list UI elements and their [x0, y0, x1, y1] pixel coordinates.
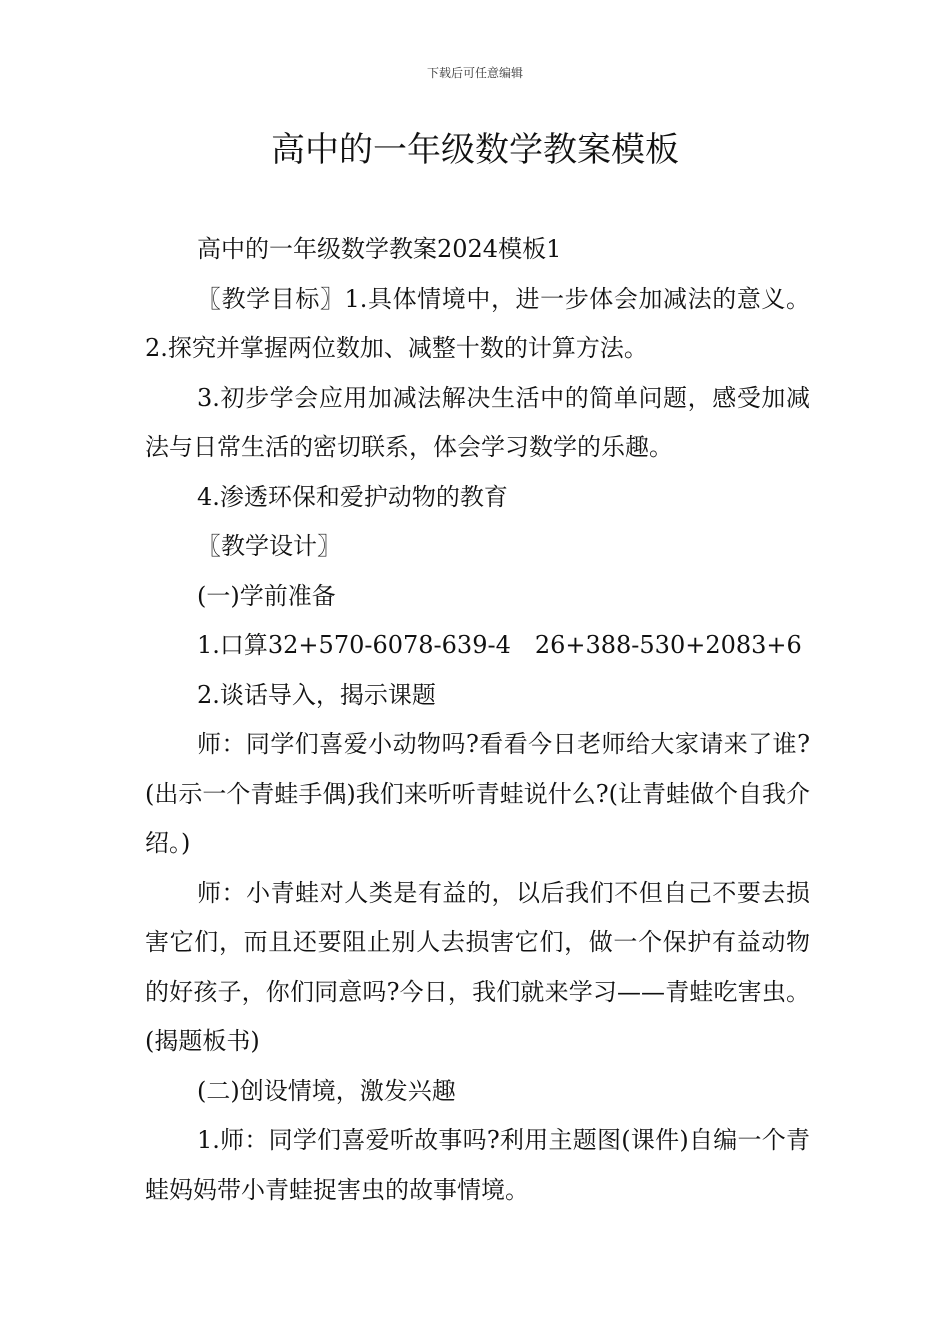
paragraph-teaching-design-heading: 〖教学设计〗 [197, 532, 341, 560]
document-title: 高中的一年级数学教案模板 [271, 130, 679, 170]
header-note: 下载后可任意编辑 [426, 66, 523, 80]
paragraph-section-1-heading: (一)学前准备 [197, 581, 336, 610]
paragraph-intro-talk: 2.谈话导入，揭示课题 [197, 680, 436, 709]
paragraph-story-activity: 1.师：同学们喜爱听故事吗?利用主题图(课件)自编一个青蛙妈妈带小青蛙捉害虫的故事情境。 [145, 1126, 810, 1204]
paragraph-teacher-dialogue-1: 师：同学们喜爱小动物吗?看看今日老师给大家请来了谁?(出示一个青蛙手偶)我们来听听青蛙说什么?(让青蛙做个自我介绍。) [145, 730, 810, 857]
paragraph-goal-4: 4.渗透环保和爱护动物的教育 [197, 482, 508, 511]
paragraph-goal-3: 3.初步学会应用加减法解决生活中的简单问题，感受加减法与日常生活的密切联系，体会学习数学的乐趣。 [145, 383, 810, 461]
paragraph-section-2-heading: (二)创设情境，激发兴趣 [197, 1076, 456, 1105]
paragraph-teacher-dialogue-2: 师：小青蛙对人类是有益的，以后我们不但自己不要去损害它们，而且还要阻止别人去损害它们，做一个保护有益动物的好孩子，你们同意吗?今日，我们就来学习——青蛙吃害虫。(揭题板书) [145, 878, 810, 1055]
paragraph-subtitle: 高中的一年级数学教案2024模板1 [197, 235, 562, 263]
paragraph-teaching-goals: 〖教学目标〗1.具体情境中，进一步体会加减法的意义。2.探究并掌握两位数加、减整十数的计算方法。 [145, 284, 810, 362]
document-body [145, 225, 810, 1215]
paragraph-mental-math: 1.口算32+570-6078-639-4 26+388-530+2083+6 [197, 631, 802, 659]
